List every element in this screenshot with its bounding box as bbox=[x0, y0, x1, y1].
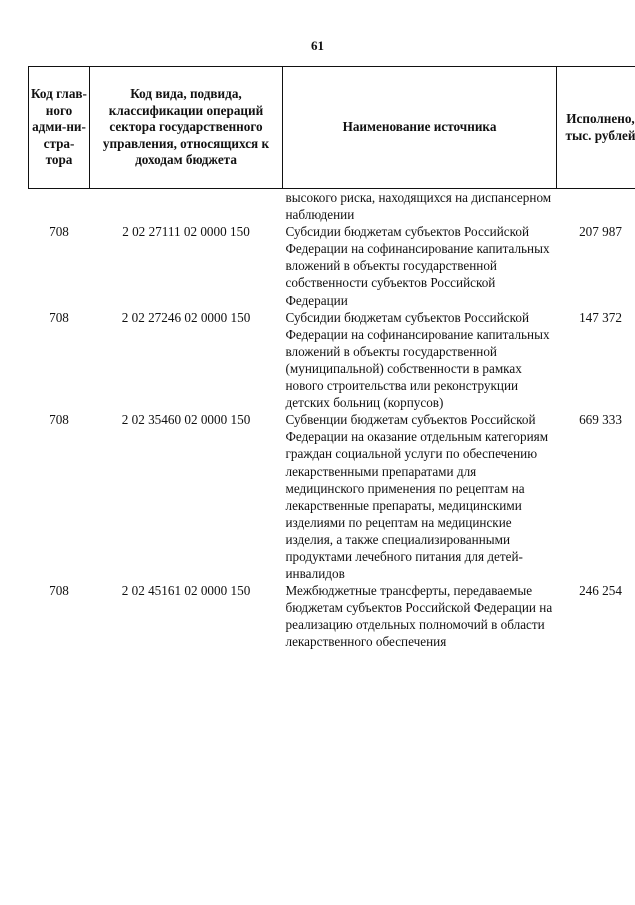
header-admin-code: Код глав-ного адми-ни-стра-тора bbox=[29, 67, 90, 189]
income-code-cell: 2 02 35460 02 0000 150 bbox=[121, 412, 251, 428]
amount-cell: 246 254 bbox=[579, 583, 622, 599]
amount-cell: 147 372 bbox=[579, 309, 622, 325]
table-row bbox=[29, 582, 635, 650]
continuation-text: высокого риска, находящихся на диспансерном наблюдении bbox=[285, 190, 552, 223]
source-name-cell: Субвенции бюджетам субъектов Российской Федерации на оказание отдельным категориям граждан социальной услуги по обеспечению лекарственными препаратами для медицинского применения по рецептам на лекарственные препараты, медицинскими изделиями по рецептам на медицинские изделия, а также специализированными продуктами лечебного питания для детей-инвалидов bbox=[285, 412, 549, 582]
source-name-cell: Межбюджетные трансферты, передаваемые бюджетам субъектов Российской Федерации на реализацию отдельных полномочий в области лекарственного обеспечения bbox=[285, 583, 553, 650]
income-code-cell: 2 02 27246 02 0000 150 bbox=[121, 309, 251, 325]
budget-income-table bbox=[28, 66, 635, 651]
amount-cell: 207 987 bbox=[579, 224, 622, 240]
admin-code-cell: 708 bbox=[49, 412, 69, 428]
continuation-row bbox=[29, 189, 635, 224]
table-row bbox=[29, 309, 635, 412]
page-number: 61 bbox=[311, 38, 324, 53]
admin-code-cell: 708 bbox=[49, 583, 69, 599]
income-code-cell: 2 02 45161 02 0000 150 bbox=[121, 583, 251, 599]
source-name-cell: Субсидии бюджетам субъектов Российской Федерации на софинансирование капитальных вложений в объекты государственной (муниципальной) собственности в рамках нового строительства или реконструкции детских больниц (корпусов) bbox=[285, 309, 550, 411]
table-header-row bbox=[29, 67, 635, 189]
source-name-cell: Субсидии бюджетам субъектов Российской Федерации на софинансирование капитальных вложений в объекты государственной собственности субъектов Российской Федерации bbox=[285, 224, 550, 308]
header-amount: Исполнено, тыс. рублей bbox=[557, 67, 635, 189]
income-code-cell: 2 02 27111 02 0000 150 bbox=[122, 224, 250, 240]
admin-code-cell: 708 bbox=[49, 224, 69, 240]
amount-cell: 669 333 bbox=[579, 412, 622, 428]
table-row bbox=[29, 411, 635, 582]
admin-code-cell: 708 bbox=[49, 309, 69, 325]
header-source-name: Наименование источника bbox=[283, 67, 557, 189]
table-row bbox=[29, 223, 635, 308]
header-income-code: Код вида, подвида, классификации операций сектора государственного управления, относящихся к доходам бюджета bbox=[90, 67, 283, 189]
